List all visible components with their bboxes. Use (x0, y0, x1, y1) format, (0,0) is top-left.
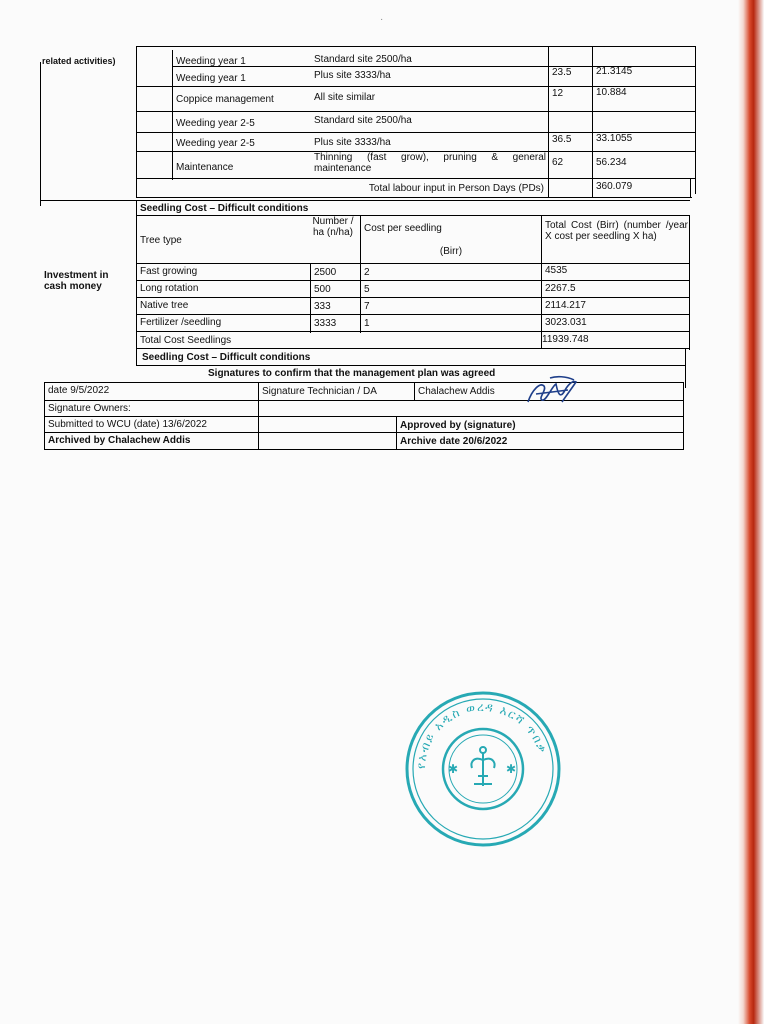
scan-mark: · (380, 14, 384, 25)
col-total: Total Cost (Birr) (number /year X cost per seedling X ha) (545, 220, 688, 242)
labour-days: 36.5 (552, 134, 572, 145)
investment-total-label: Total Cost Seedlings (140, 335, 232, 346)
handwritten-signature (522, 372, 580, 408)
investment-row-number: 3333 (314, 318, 337, 329)
stamp-emblem (471, 747, 494, 786)
investment-row-total: 3023.031 (545, 317, 587, 328)
labour-activity: Weeding year 1 (176, 56, 246, 67)
investment-row-total: 4535 (545, 265, 568, 276)
stamp-ring-text: የአብይ አዲስ ወረዳ እርሻ ጥበቃ (413, 699, 550, 770)
investment-row-cost: 1 (364, 318, 370, 329)
labour-cost: 56.234 (596, 157, 627, 168)
investment-row-number: 2500 (314, 267, 337, 278)
investment-row-cost: 5 (364, 284, 370, 295)
investment-row-total: 2114.217 (545, 300, 586, 311)
investment-total-value: 11939.748 (542, 334, 589, 345)
signature-date: date 9/5/2022 (48, 385, 110, 396)
office-stamp (404, 690, 562, 848)
investment-header: Seedling Cost – Difficult conditions (140, 203, 309, 214)
labour-cost: 21.3145 (596, 66, 633, 77)
labour-site: Thinning (fast grow), pruning & general maintenance (314, 152, 546, 174)
col-tree-type: Tree type (140, 235, 182, 246)
investment-row-type: Fast growing (140, 266, 198, 277)
labour-activity: Maintenance (176, 162, 234, 173)
investment-row-number: 333 (314, 301, 331, 312)
svg-text:✱: ✱ (448, 762, 459, 776)
labour-activity: Weeding year 2-5 (176, 138, 255, 149)
labour-cost: 10.884 (596, 87, 627, 98)
owners-label: Signature Owners: (48, 403, 131, 414)
technician-name: Chalachew Addis (418, 386, 495, 397)
labour-activity: Weeding year 1 (176, 73, 246, 84)
archive-date: Archive date 20/6/2022 (400, 436, 508, 447)
approved-label: Approved by (signature) (400, 420, 516, 431)
labour-days: 62 (552, 157, 564, 168)
investment-row-total: 2267.5 (545, 283, 576, 294)
labour-site: Plus site 3333/ha (314, 70, 391, 81)
labour-total-value: 360.079 (596, 181, 633, 192)
investment-row-type: Native tree (140, 300, 189, 311)
investment-row-cost: 7 (364, 301, 370, 312)
investment-row-number: 500 (314, 284, 331, 295)
technician-label: Signature Technician / DA (262, 386, 377, 397)
labour-total-label: Total labour input in Person Days (PDs) (368, 183, 544, 194)
signature-heading: Signatures to confirm that the management plan was agreed (208, 368, 496, 379)
labour-site: Standard site 2500/ha (314, 115, 412, 126)
archived-by: Archived by Chalachew Addis (48, 435, 191, 446)
col-number: Number / ha (n/ha) (312, 216, 354, 238)
investment-row-type: Fertilizer /seedling (140, 317, 222, 328)
page-edge-shadow (738, 0, 764, 1024)
investment-row-cost: 2 (364, 267, 370, 278)
labour-site: Standard site 2500/ha (314, 54, 412, 65)
investment-section-label: Investment in cash money (44, 270, 109, 292)
submitted-date: Submitted to WCU (date) 13/6/2022 (48, 419, 207, 430)
labour-site: All site similar (314, 92, 376, 103)
labour-days: 23.5 (552, 67, 572, 78)
investment-footer: Seedling Cost – Difficult conditions (142, 352, 311, 363)
labour-days: 12 (552, 88, 564, 99)
col-cost: Cost per seedling (364, 223, 442, 234)
labour-activity: Coppice management (176, 94, 274, 105)
labour-site: Plus site 3333/ha (314, 137, 391, 148)
labour-section-label: related activities) (42, 56, 116, 66)
svg-text:✱: ✱ (506, 762, 517, 776)
labour-cost: 33.1055 (596, 133, 633, 144)
labour-activity: Weeding year 2-5 (176, 118, 255, 129)
investment-row-type: Long rotation (140, 283, 199, 294)
col-cost-unit: (Birr) (439, 246, 463, 257)
